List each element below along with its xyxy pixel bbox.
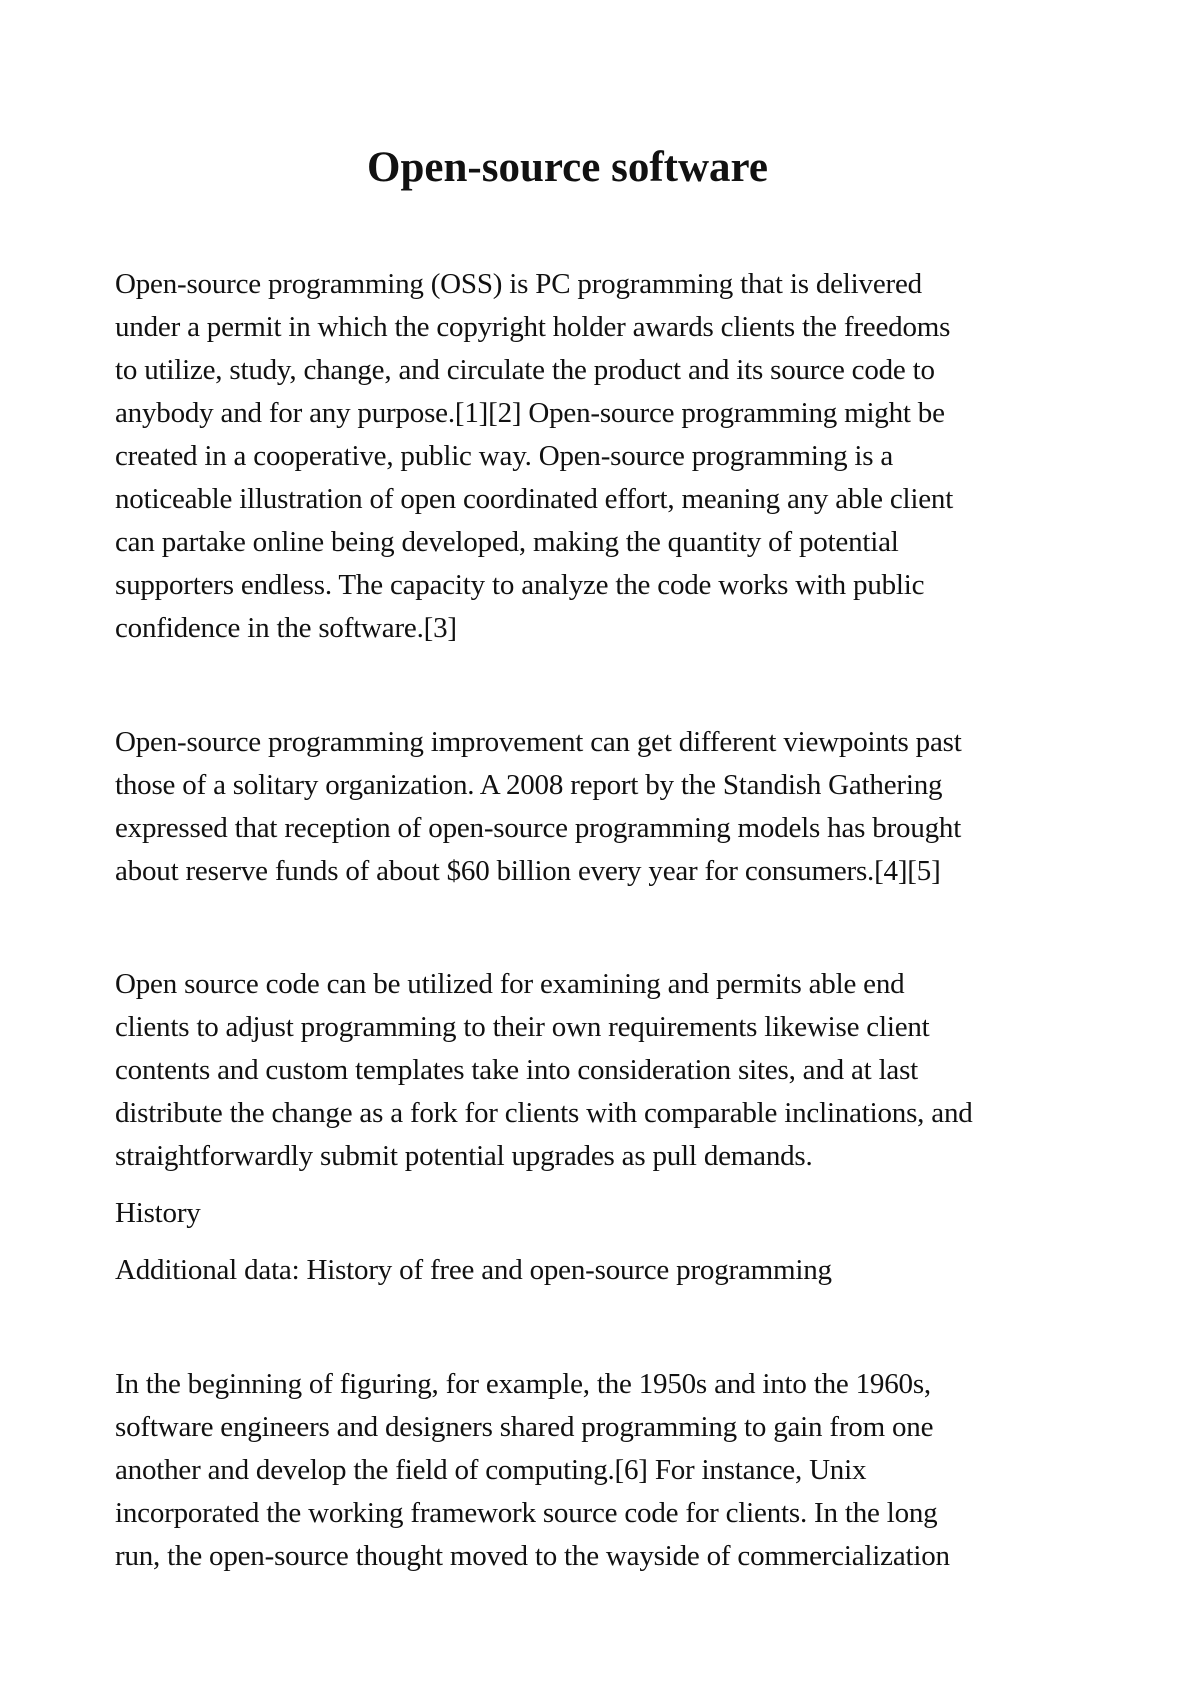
text-line: Additional data: History of free and open-source programming xyxy=(115,1254,832,1286)
section-heading-history xyxy=(115,1192,1105,1235)
text-line: run, the open-source thought moved to the wayside of commercialization xyxy=(115,1540,950,1572)
text-line: In the beginning of figuring, for example, the 1950s and into the 1960s, xyxy=(115,1368,931,1400)
additional-data-note xyxy=(115,1249,1105,1292)
text-line: under a permit in which the copyright holder awards clients the freedoms xyxy=(115,311,951,343)
text-line: contents and custom templates take into consideration sites, and at last xyxy=(115,1054,919,1086)
text-line: straightforwardly submit potential upgrades as pull demands. xyxy=(115,1140,813,1172)
text-line: confidence in the software.[3] xyxy=(115,612,457,644)
text-line: can partake online being developed, making the quantity of potential xyxy=(115,526,899,558)
text-line: noticeable illustration of open coordinated effort, meaning any able client xyxy=(115,483,954,515)
text-line: supporters endless. The capacity to analyze the code works with public xyxy=(115,569,925,601)
text-line: created in a cooperative, public way. Open-source programming is a xyxy=(115,440,894,472)
text-line: Open source code can be utilized for examining and permits able end xyxy=(115,968,905,1000)
text-line: clients to adjust programming to their own requirements likewise client xyxy=(115,1011,930,1043)
text-line: expressed that reception of open-source programming models has brought xyxy=(115,812,962,844)
paragraph-history xyxy=(115,1363,1105,1578)
text-line: anybody and for any purpose.[1][2] Open-source programming might be xyxy=(115,397,945,429)
text-line: History xyxy=(115,1197,201,1229)
text-line: Open-source programming improvement can get different viewpoints past xyxy=(115,726,962,758)
paragraph-source-code xyxy=(115,963,1105,1178)
text-line: another and develop the field of computing.[6] For instance, Unix xyxy=(115,1454,867,1486)
text-line: software engineers and designers shared programming to gain from one xyxy=(115,1411,934,1443)
text-line: about reserve funds of about $60 billion every year for consumers.[4][5] xyxy=(115,855,941,887)
paragraph-viewpoints xyxy=(115,721,1105,893)
text-line: incorporated the working framework source code for clients. In the long xyxy=(115,1497,938,1529)
document-title: Open-source software xyxy=(367,144,768,191)
text-line: those of a solitary organization. A 2008 report by the Standish Gathering xyxy=(115,769,943,801)
text-line: distribute the change as a fork for clients with comparable inclinations, and xyxy=(115,1097,973,1129)
text-line: Open-source programming (OSS) is PC programming that is delivered xyxy=(115,268,922,300)
paragraph-intro xyxy=(115,263,1105,650)
text-line: to utilize, study, change, and circulate the product and its source code to xyxy=(115,354,935,386)
